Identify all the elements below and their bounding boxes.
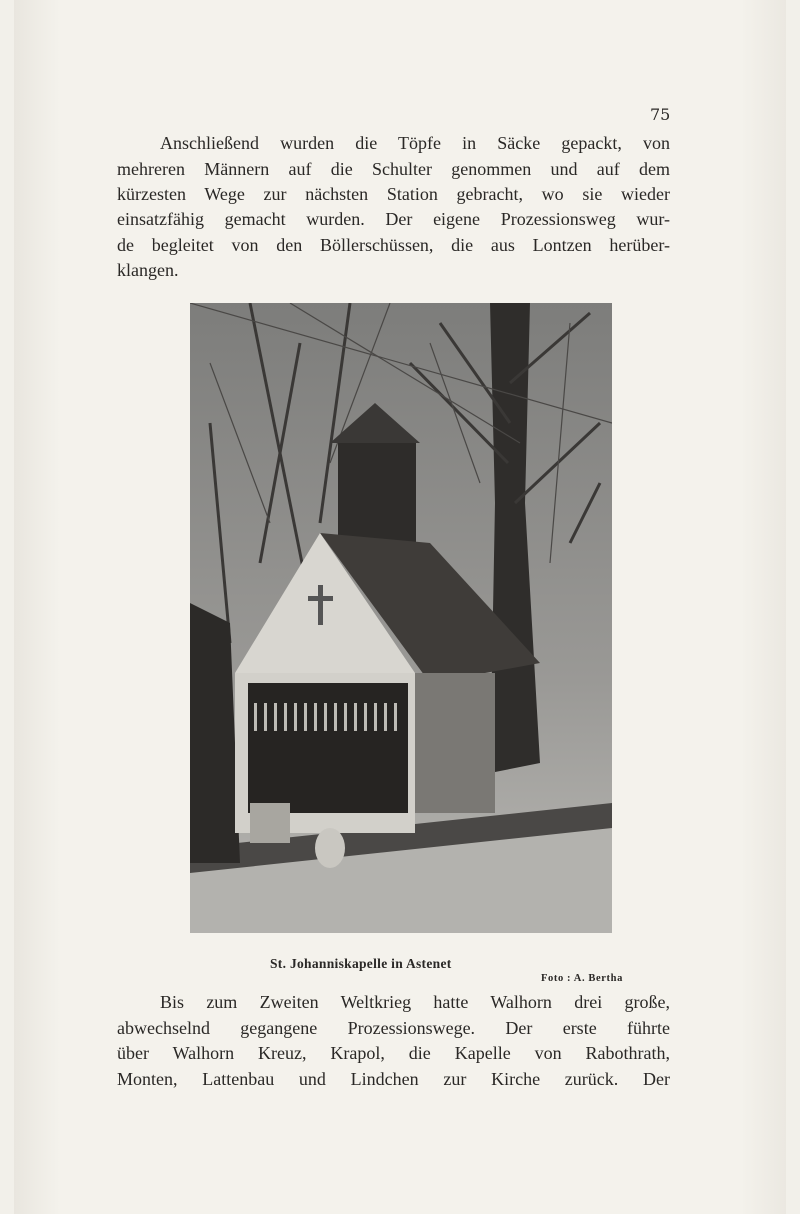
text-line: de begleitet von den Böllerschüssen, die aus Lontzen herüber- (117, 235, 670, 255)
text-line: mehreren Männern auf die Schulter genommen und auf dem (117, 159, 670, 179)
text-line: Bis zum Zweiten Weltkrieg hatte Walhorn drei große, (160, 992, 670, 1012)
text-line: kürzesten Wege zur nächsten Station gebracht, wo sie wieder (117, 184, 670, 204)
photo-credit: Foto : A. Bertha (541, 973, 623, 984)
text-line: einsatzfähig gemacht wurden. Der eigene Prozessionsweg wur- (117, 209, 670, 229)
chapel-photograph (190, 303, 612, 933)
text-line: über Walhorn Kreuz, Krapol, die Kapelle von Rabothrath, (117, 1043, 670, 1063)
text-line: klangen. (117, 260, 179, 280)
page-number: 75 (650, 105, 671, 124)
figure-caption: St. Johanniskapelle in Astenet (270, 956, 452, 971)
text-line: Anschließend wurden die Töpfe in Säcke gepackt, von (160, 133, 670, 153)
text-line: abwechselnd gegangene Prozessionswege. Der erste führte (117, 1018, 670, 1038)
text-line: Monten, Lattenbau und Lindchen zur Kirche zurück. Der (117, 1069, 670, 1089)
